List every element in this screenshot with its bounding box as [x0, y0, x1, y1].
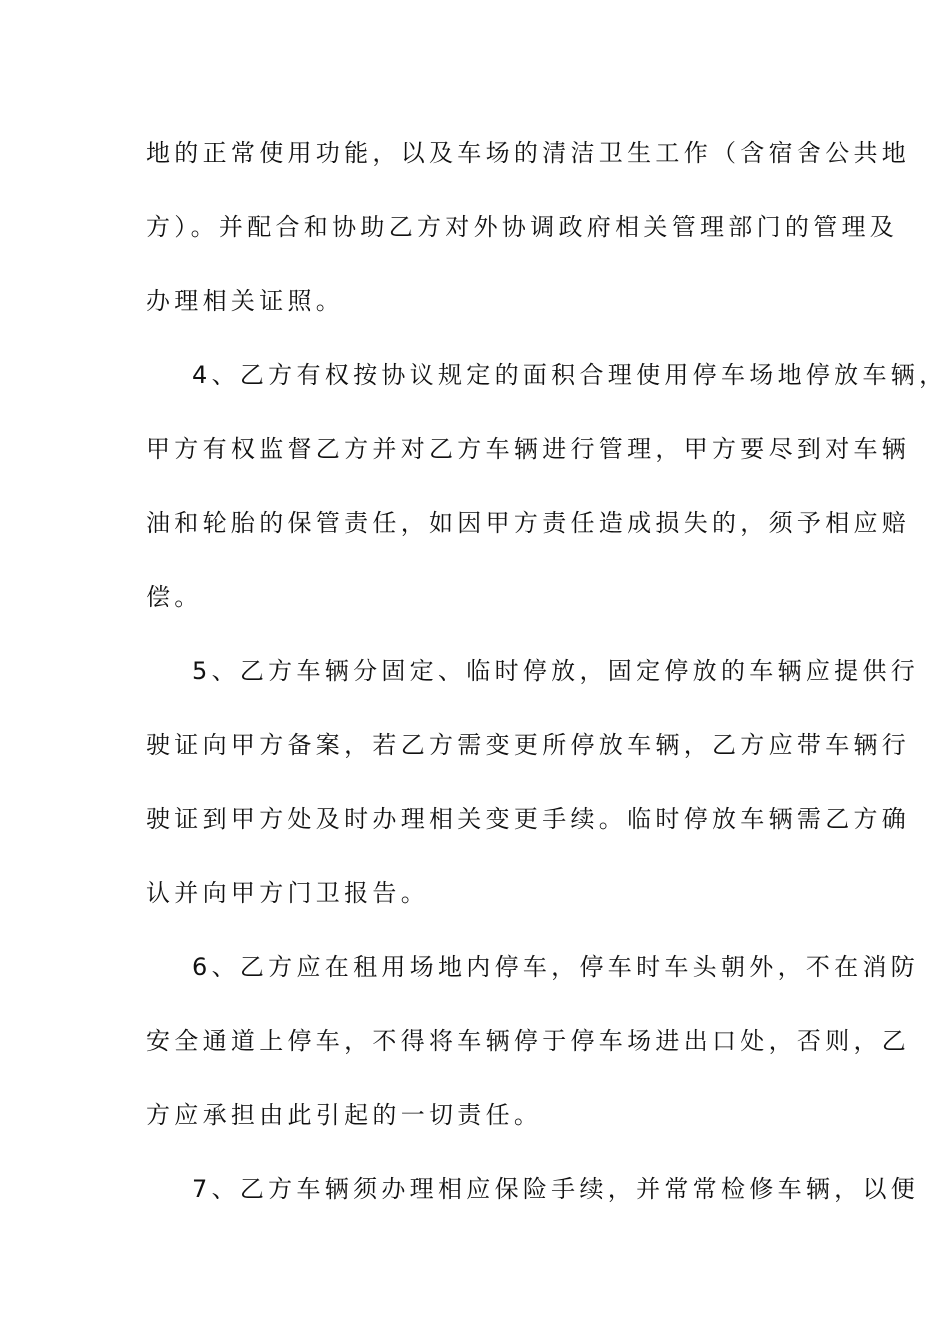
text-line: 驶证到甲方处及时办理相关变更手续。临时停放车辆需乙方确 [146, 805, 911, 833]
text-line: 办理相关证照。 [146, 287, 345, 315]
text-line: 油和轮胎的保管责任，如因甲方责任造成损失的，须予相应赔 [146, 509, 911, 537]
text-line: 6、乙方应在租用场地内停车，停车时车头朝外，不在消防 [192, 953, 920, 981]
text-line: 方应承担由此引起的一切责任。 [146, 1101, 543, 1129]
text-line: 安全通道上停车，不得将车辆停于停车场进出口处，否则，乙 [146, 1027, 911, 1055]
text-line: 认并向甲方门卫报告。 [146, 879, 429, 907]
document-body [146, 126, 948, 1236]
text-line: 偿。 [146, 583, 203, 611]
text-line: 方）。并配合和协助乙方对外协调政府相关管理部门的管理及 [146, 213, 899, 241]
text-line: 7、乙方车辆须办理相应保险手续，并常常检修车辆，以便 [192, 1175, 920, 1203]
text-line: 5、乙方车辆分固定、临时停放，固定停放的车辆应提供行 [192, 657, 920, 685]
text-line: 地的正常使用功能，以及车场的清洁卫生工作（含宿舍公共地 [146, 139, 911, 167]
text-line: 甲方有权监督乙方并对乙方车辆进行管理，甲方要尽到对车辆 [146, 435, 911, 463]
text-line: 4、乙方有权按协议规定的面积合理使用停车场地停放车辆， [192, 361, 948, 389]
text-line: 驶证向甲方备案，若乙方需变更所停放车辆，乙方应带车辆行 [146, 731, 911, 759]
